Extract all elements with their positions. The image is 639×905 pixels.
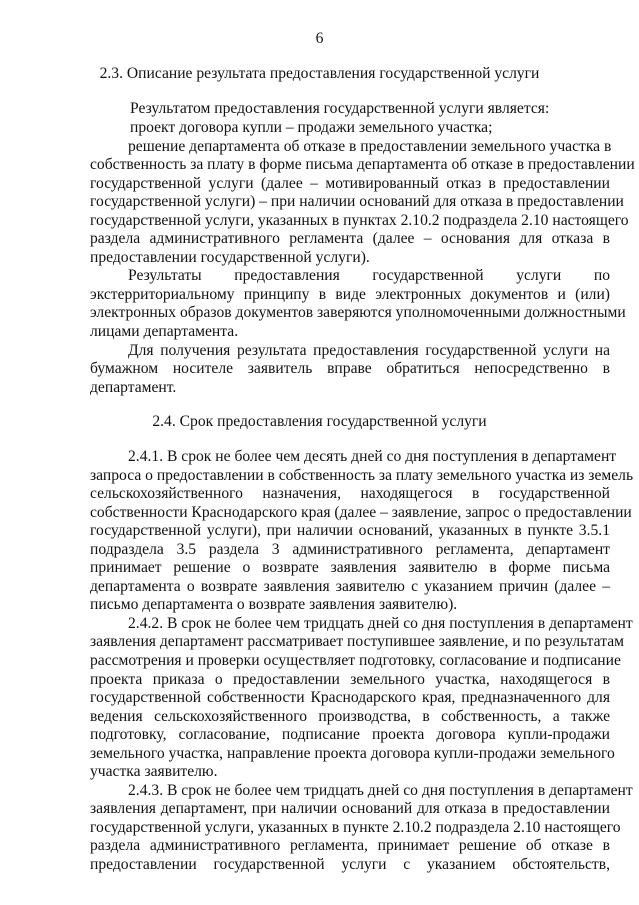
paragraph-line: департамента о возврате заявления заявителю с указанием причин (далее – (90, 578, 610, 595)
paragraph-line: запроса о предоставлении в собственность за плату земельного участка из земель (90, 467, 634, 484)
paragraph-line: Для получения результата предоставления государственной услуги на (128, 342, 610, 359)
paragraph-line: государственной собственности Краснодарского края, предназначенного для (90, 689, 610, 706)
paragraph-line: письмо департамента о возврате заявления заявителю). (90, 596, 458, 613)
paragraph-line: государственной услуги) – при наличии оснований для отказа в предоставлении (90, 193, 624, 210)
paragraph-line: государственной услуги, указанных в пункте 2.10.2 подраздела 2.10 настоящего (90, 819, 621, 836)
paragraph-line: предоставлении государственной услуги с указанием обстоятельств, (90, 856, 610, 873)
paragraph-line: 2.4.2. В срок не более чем тридцать дней со дня поступления в департамент (128, 615, 633, 632)
paragraph-line: предоставлении государственной услуги). (90, 249, 370, 266)
paragraph-line: 2.4.3. В срок не более чем тридцать дней со дня поступления в департамент (128, 782, 633, 799)
paragraph-line: государственной услуги), при наличии оснований, указанных в пункте 3.5.1 (90, 522, 610, 539)
paragraph-line: земельного участка, направление проекта договора купли-продажи земельного (90, 745, 615, 762)
paragraph-line: подготовку, согласование, подписание проекта договора купли-продажи (90, 726, 610, 743)
paragraph-line: департамент. (90, 379, 177, 396)
page-number: 6 (315, 30, 324, 47)
paragraph-line: заявления департамент, при наличии оснований для отказа в предоставлении (90, 800, 610, 817)
paragraph-line: заявления департамент рассматривает поступившее заявление, и по результатам (90, 633, 624, 650)
paragraph-line: принимает решение о возврате заявления заявителю в форме письма (90, 559, 610, 576)
paragraph-line: раздела административного регламента (далее – основания для отказа в (90, 230, 610, 247)
paragraph-line: рассмотрения и проверки осуществляет подготовку, согласование и подписание (90, 652, 621, 669)
paragraph-line: раздела административного регламента, принимает решение об отказе в (90, 837, 610, 854)
paragraph-line: сельскохозяйственного назначения, находящегося в государственной (90, 485, 610, 502)
paragraph-line: участка заявителю. (90, 763, 218, 780)
paragraph-line: собственности Краснодарского края (далее – заявление, запрос о предоставлении (90, 504, 632, 521)
paragraph-line: лицами департамента. (90, 323, 239, 340)
paragraph-line: собственность за плату в форме письма департамента об отказе в предоставлении (90, 156, 635, 173)
paragraph-line: государственной услуги, указанных в пунктах 2.10.2 подраздела 2.10 настоящего (90, 212, 629, 229)
section-2-4-heading: 2.4. Срок предоставления государственной услуги (152, 413, 487, 430)
paragraph-line: Результатом предоставления государственной услуги является: (130, 100, 550, 117)
paragraph-line: подраздела 3.5 раздела 3 административного регламента, департамент (90, 541, 610, 558)
section-2-3-heading: 2.3. Описание результата предоставления государственной услуги (99, 65, 540, 82)
paragraph-line: экстерриториальному принципу в виде электронных документов и (или) (90, 286, 610, 303)
paragraph-line: решение департамента об отказе в предоставлении земельного участка в (128, 138, 612, 155)
paragraph-line: государственной услуги (далее – мотивированный отказ в предоставлении (90, 175, 610, 192)
paragraph-line: проекта приказа о предоставлении земельного участка, находящегося в (90, 671, 610, 688)
paragraph-line: 2.4.1. В срок не более чем десять дней со дня поступления в департамент (128, 448, 617, 465)
paragraph-line: Результаты предоставления государственной услуги по (128, 267, 610, 284)
paragraph-line: ведения сельскохозяйственного производства, в собственность, а также (90, 708, 610, 725)
paragraph-line: электронных образов документов заверяются уполномоченными должностными (90, 304, 626, 321)
paragraph-line: бумажном носителе заявитель вправе обратиться непосредственно в (90, 360, 610, 377)
paragraph-line: проект договора купли – продажи земельного участка; (130, 119, 493, 136)
